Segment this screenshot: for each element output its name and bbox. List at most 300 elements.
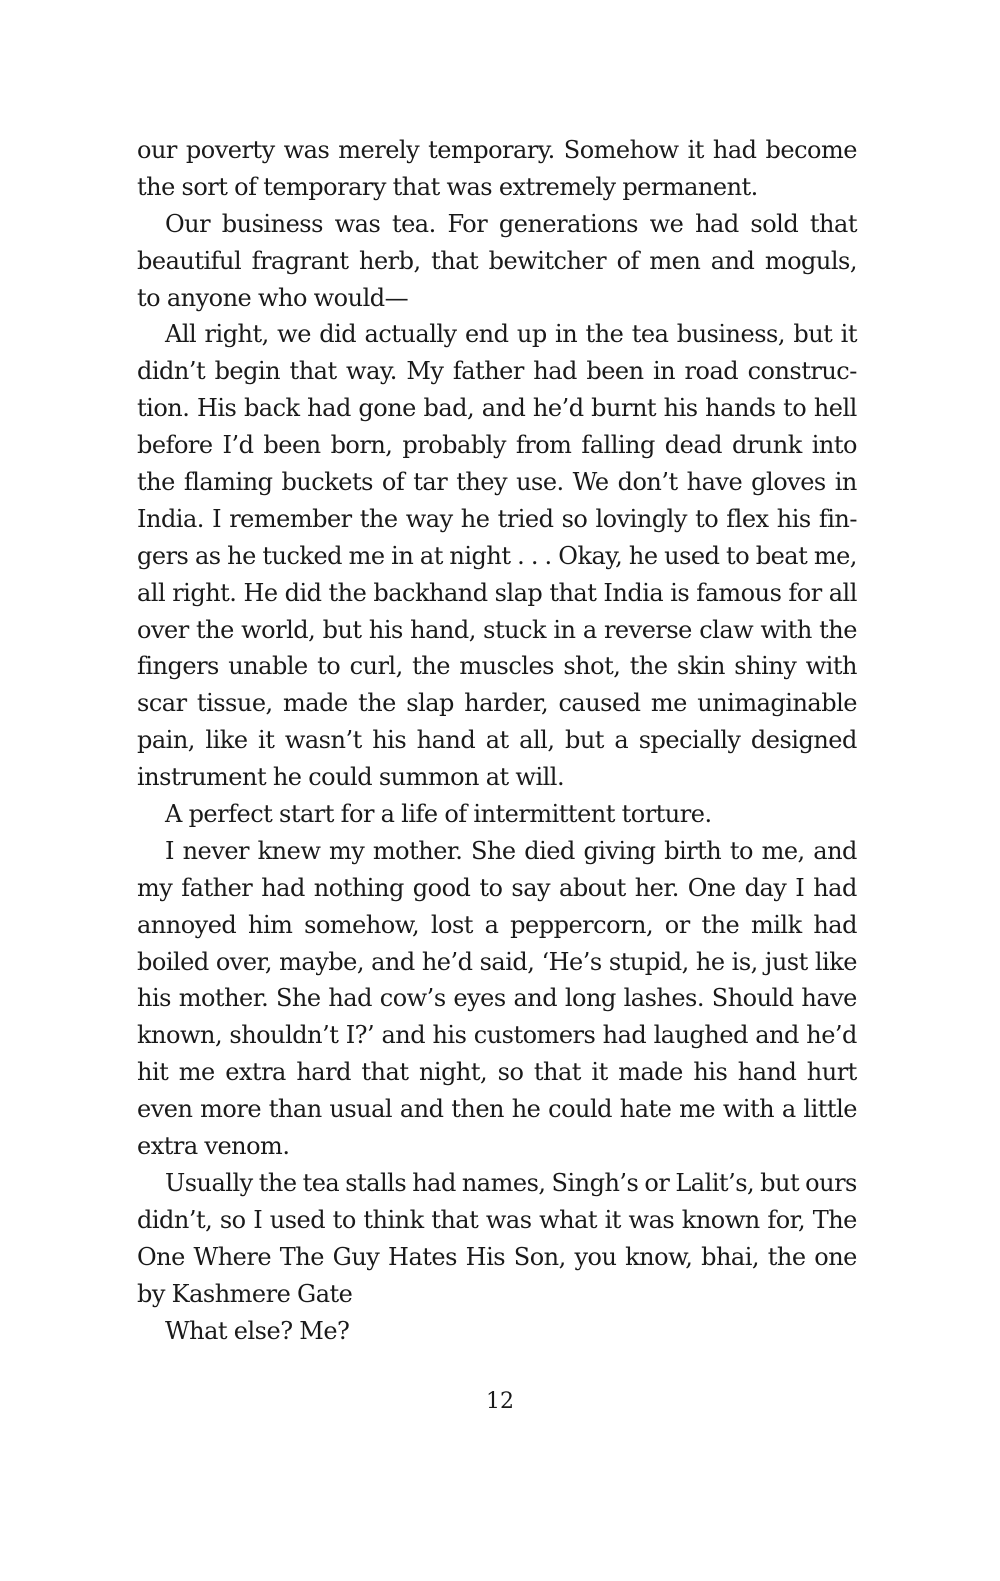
word: to <box>695 504 719 533</box>
word: The <box>279 1242 324 1271</box>
word: unimaginable <box>697 689 857 718</box>
word: did <box>319 320 357 349</box>
word: probably <box>402 431 506 460</box>
word: he <box>227 541 256 570</box>
word: the <box>701 910 740 939</box>
word: had <box>813 910 857 939</box>
word: Okay, <box>558 541 623 570</box>
word: eyes <box>453 984 506 1013</box>
word: the <box>412 652 450 681</box>
word: maybe, <box>279 947 364 976</box>
word: anyone <box>166 283 252 312</box>
word: tried <box>497 504 554 533</box>
word: he’d <box>421 947 473 976</box>
word: unable <box>228 652 308 681</box>
text-line <box>137 575 857 612</box>
word: specially <box>638 726 741 755</box>
word: names, <box>461 1168 546 1197</box>
word: road <box>684 357 739 386</box>
word: beautiful <box>137 246 242 275</box>
word: summon <box>378 763 480 792</box>
word: intermittent <box>473 800 615 829</box>
word: perfect <box>188 800 273 829</box>
word: merely <box>338 136 420 164</box>
word: known, <box>137 1021 223 1050</box>
word: gone <box>358 394 416 423</box>
word: fragrant <box>251 246 349 275</box>
word: had <box>328 984 372 1013</box>
word: like <box>814 947 857 976</box>
word: me, <box>813 541 857 570</box>
word: had <box>533 357 577 386</box>
word: but <box>322 615 362 644</box>
word: the <box>359 504 398 533</box>
word: hit <box>137 1058 169 1087</box>
word: men <box>649 246 701 275</box>
text-line <box>137 501 857 538</box>
word: and <box>755 1021 799 1050</box>
word: a <box>781 1095 796 1124</box>
word: to <box>729 836 753 865</box>
word: and <box>399 1095 444 1124</box>
word: the <box>819 615 857 644</box>
word: or <box>664 910 690 939</box>
word: claw <box>699 615 754 644</box>
word: used <box>269 1205 326 1234</box>
text-line <box>137 132 857 169</box>
word: just <box>764 947 808 976</box>
word: had <box>261 873 305 902</box>
word: father <box>181 873 253 902</box>
text-line <box>137 722 857 759</box>
word: good <box>412 873 471 902</box>
word: sort <box>181 172 228 201</box>
word: tea <box>302 1168 340 1197</box>
word: right. <box>172 578 237 607</box>
word: Me? <box>299 1316 350 1345</box>
word: boiled <box>137 947 209 976</box>
word: said, <box>479 947 535 976</box>
word: India. <box>137 504 204 533</box>
word: it <box>258 726 275 755</box>
word: was <box>283 136 330 164</box>
word: in <box>652 357 676 386</box>
word: so <box>561 504 588 533</box>
word: had <box>307 394 351 423</box>
word: poverty <box>185 136 275 164</box>
word: at <box>485 763 509 792</box>
word: designed <box>750 726 857 755</box>
word: and <box>371 947 415 976</box>
word: the <box>258 1168 297 1197</box>
word: . <box>530 541 538 570</box>
word: so <box>219 1205 246 1234</box>
word: had <box>712 136 757 164</box>
word: His <box>465 1242 506 1271</box>
word: slap <box>406 689 454 718</box>
word: Usually <box>165 1168 253 1197</box>
word: for <box>788 578 822 607</box>
page-number: 12 <box>486 1389 514 1414</box>
text-line <box>137 833 857 870</box>
text-line <box>137 206 857 243</box>
word: but <box>760 1168 800 1197</box>
text-line <box>137 1091 857 1128</box>
word: tar <box>413 468 448 497</box>
word: peppercorn, <box>510 910 654 939</box>
word: reverse <box>603 615 692 644</box>
word: India <box>603 578 664 607</box>
word: usual <box>329 1095 393 1124</box>
word: he <box>628 541 658 570</box>
word: tissue, <box>196 689 273 718</box>
word: wasn’t <box>284 726 362 755</box>
word: ours <box>805 1168 857 1197</box>
word: with <box>760 615 812 644</box>
word: drunk <box>731 431 802 460</box>
word: tion. <box>137 394 190 423</box>
word: gers <box>137 541 189 570</box>
word: use. <box>516 468 564 497</box>
text-line <box>137 169 857 206</box>
word: to <box>783 394 807 423</box>
word: that <box>289 357 337 386</box>
text-line <box>137 612 857 649</box>
word: in <box>553 615 576 644</box>
word: Hates <box>388 1242 457 1271</box>
word: torture. <box>621 800 712 829</box>
word: his <box>663 394 698 423</box>
text-line <box>137 316 857 353</box>
word: business, <box>676 320 785 349</box>
word: it <box>840 320 857 349</box>
word: way. <box>346 357 397 386</box>
word: start <box>279 800 334 829</box>
word: hand <box>737 1058 797 1087</box>
word: All <box>165 320 197 349</box>
word: scar <box>137 689 187 718</box>
word: lost <box>430 910 473 939</box>
word: generations <box>498 209 638 238</box>
word: herb, <box>359 246 421 275</box>
word: slap <box>494 578 543 607</box>
word: that <box>809 209 857 238</box>
word: her. <box>634 873 679 902</box>
word: extra <box>137 1132 198 1161</box>
word: little <box>803 1095 857 1124</box>
text-line <box>137 390 857 427</box>
word: that <box>431 1205 479 1234</box>
word: right, <box>204 320 269 349</box>
word: from <box>515 431 572 460</box>
word: our <box>137 136 177 164</box>
word: it <box>604 1205 621 1234</box>
text-line <box>137 907 857 944</box>
word: that <box>549 578 597 607</box>
word: in <box>834 468 857 497</box>
word: is, <box>731 947 758 976</box>
word: curl, <box>349 652 403 681</box>
word: the <box>328 578 367 607</box>
word: of <box>234 172 257 201</box>
word: have <box>801 984 857 1013</box>
word: instrument <box>137 763 267 792</box>
word: made <box>283 689 348 718</box>
word: life <box>401 800 438 829</box>
word: a <box>582 615 597 644</box>
word: sold <box>750 209 799 238</box>
word: me, <box>761 836 805 865</box>
word: the <box>196 615 234 644</box>
word: hand <box>416 726 476 755</box>
word: construc- <box>747 357 857 386</box>
word: he <box>460 504 490 533</box>
word: beat <box>755 541 808 570</box>
word: for <box>340 800 374 829</box>
word: Singh’s <box>551 1168 639 1197</box>
word: His <box>196 394 237 423</box>
word: lashes. <box>623 984 704 1013</box>
text-line <box>137 353 857 390</box>
word: hands <box>705 394 776 423</box>
word: lovingly <box>595 504 687 533</box>
word: knew <box>257 836 321 865</box>
word: the <box>137 468 175 497</box>
word: actually <box>364 320 457 349</box>
word: falling <box>581 431 655 460</box>
word: night <box>449 541 511 570</box>
word: back <box>243 394 300 423</box>
word: think <box>363 1205 424 1234</box>
text-line <box>137 648 857 685</box>
text-line <box>137 427 857 464</box>
word: up <box>516 320 547 349</box>
word: the <box>767 1242 806 1271</box>
word: to <box>317 652 341 681</box>
word: bhai, <box>701 1242 760 1271</box>
text-line <box>137 1202 857 1239</box>
word: One <box>687 873 736 902</box>
word: did <box>284 578 322 607</box>
word: gloves <box>751 468 826 497</box>
word: and <box>381 1021 426 1050</box>
text-line <box>137 464 857 501</box>
text-line <box>137 1054 857 1091</box>
word: of <box>381 468 405 497</box>
word: who <box>257 283 307 312</box>
word: the <box>358 689 396 718</box>
word: Son, <box>513 1242 566 1271</box>
word: was <box>485 1205 532 1234</box>
word: and <box>481 394 526 423</box>
word: at <box>419 541 443 570</box>
word: we <box>649 209 684 238</box>
word: We <box>572 468 609 497</box>
word: his <box>776 504 811 533</box>
word: into <box>811 431 857 460</box>
word: could <box>308 763 373 792</box>
word: temporary <box>263 172 386 201</box>
word: his <box>368 615 403 644</box>
word: shiny <box>734 652 797 681</box>
word: pain, <box>137 726 195 755</box>
word: and <box>813 836 857 865</box>
word: dead <box>664 431 723 460</box>
word: what <box>539 1205 598 1234</box>
text-line <box>137 1276 857 1313</box>
word: over, <box>215 947 273 976</box>
word: somehow, <box>304 910 420 939</box>
word: the <box>629 652 668 681</box>
word: end <box>464 320 509 349</box>
word: annoyed <box>137 910 237 939</box>
word: didn’t, <box>137 1205 213 1234</box>
word: Guy <box>332 1242 380 1271</box>
word: would— <box>313 283 409 312</box>
word: that <box>392 172 440 201</box>
word: been <box>586 357 644 386</box>
word: but <box>793 320 833 349</box>
word: of <box>616 246 639 275</box>
word: bewitcher <box>488 246 607 275</box>
text-line <box>137 796 857 833</box>
word: milk <box>750 910 802 939</box>
word: as <box>194 541 221 570</box>
word: temporary. <box>428 136 555 164</box>
word: . <box>517 541 525 570</box>
word: buckets <box>281 468 373 497</box>
word: Somehow <box>563 136 679 164</box>
text-line <box>137 759 857 796</box>
text-line <box>137 980 857 1017</box>
word: For <box>447 209 488 238</box>
word: skin <box>676 652 725 681</box>
word: all <box>828 578 857 607</box>
word: had <box>602 1021 647 1050</box>
word: about <box>559 873 626 902</box>
word: they <box>456 468 508 497</box>
word: Our <box>165 209 211 238</box>
word: become <box>765 136 857 164</box>
word: used <box>664 541 720 570</box>
word: nothing <box>313 873 404 902</box>
word: A <box>165 800 182 829</box>
word: never <box>182 836 249 865</box>
word: What <box>165 1316 228 1345</box>
word: mother. <box>372 836 463 865</box>
word: hate <box>619 1095 672 1124</box>
word: laughed <box>653 1021 748 1050</box>
word: flaming <box>183 468 273 497</box>
word: his <box>372 726 407 755</box>
word: been <box>263 431 321 460</box>
word: to <box>479 873 503 902</box>
word: hurt <box>806 1058 857 1087</box>
word: don’t <box>617 468 678 497</box>
word: the <box>585 320 624 349</box>
word: else? <box>233 1316 293 1345</box>
word: stupid, <box>608 947 689 976</box>
word: made <box>618 1058 683 1087</box>
word: you <box>574 1242 617 1271</box>
word: He <box>243 578 278 607</box>
word: his <box>693 1058 728 1087</box>
word: my <box>328 836 365 865</box>
word: it <box>687 136 704 164</box>
word: was <box>628 1205 675 1234</box>
word: shot, <box>563 652 621 681</box>
word: harder, <box>464 689 549 718</box>
word: Lalit’s, <box>675 1168 755 1197</box>
word: didn’t <box>137 357 206 386</box>
word: before <box>137 431 213 460</box>
word: over <box>137 615 189 644</box>
word: me <box>650 689 687 718</box>
text-line <box>137 1165 857 1202</box>
word: but <box>564 726 604 755</box>
word: fin- <box>818 504 857 533</box>
text-line <box>137 243 857 280</box>
word: Where <box>193 1242 272 1271</box>
body-text <box>137 132 857 1349</box>
word: him <box>248 910 293 939</box>
word: fingers <box>137 652 219 681</box>
word: tea <box>631 320 669 349</box>
word: more <box>200 1095 262 1124</box>
word: stalls <box>345 1168 407 1197</box>
word: The <box>812 1205 857 1234</box>
word: long <box>564 984 616 1013</box>
word: could <box>548 1095 613 1124</box>
word: burnt <box>591 394 657 423</box>
word: mother. <box>178 984 269 1013</box>
word: then <box>451 1095 504 1124</box>
word: I <box>212 504 222 533</box>
word: customers <box>473 1021 596 1050</box>
word: begin <box>214 357 281 386</box>
word: extra <box>225 1058 286 1087</box>
word: me <box>679 1095 716 1124</box>
word: with <box>722 1095 775 1124</box>
text-line <box>137 1313 857 1350</box>
word: he’d <box>806 1021 857 1050</box>
word: to <box>137 283 161 312</box>
word: hard <box>296 1058 351 1087</box>
word: his <box>137 984 171 1013</box>
word: had <box>412 1168 456 1197</box>
text-line <box>137 870 857 907</box>
word: at <box>485 726 509 755</box>
word: flex <box>726 504 769 533</box>
word: his <box>432 1021 467 1050</box>
word: and <box>710 246 755 275</box>
word: was <box>334 209 381 238</box>
word: world, <box>241 615 316 644</box>
word: backhand <box>373 578 488 607</box>
word: one <box>814 1242 857 1271</box>
word: had <box>813 873 857 902</box>
word: I <box>253 1205 263 1234</box>
word: it <box>591 1058 608 1087</box>
word: I <box>795 873 805 902</box>
word: will. <box>515 763 565 792</box>
word: that <box>431 246 479 275</box>
word: that <box>361 1058 409 1087</box>
word: way <box>405 504 453 533</box>
word: we <box>277 320 311 349</box>
word: know, <box>625 1242 693 1271</box>
word: had <box>695 209 739 238</box>
